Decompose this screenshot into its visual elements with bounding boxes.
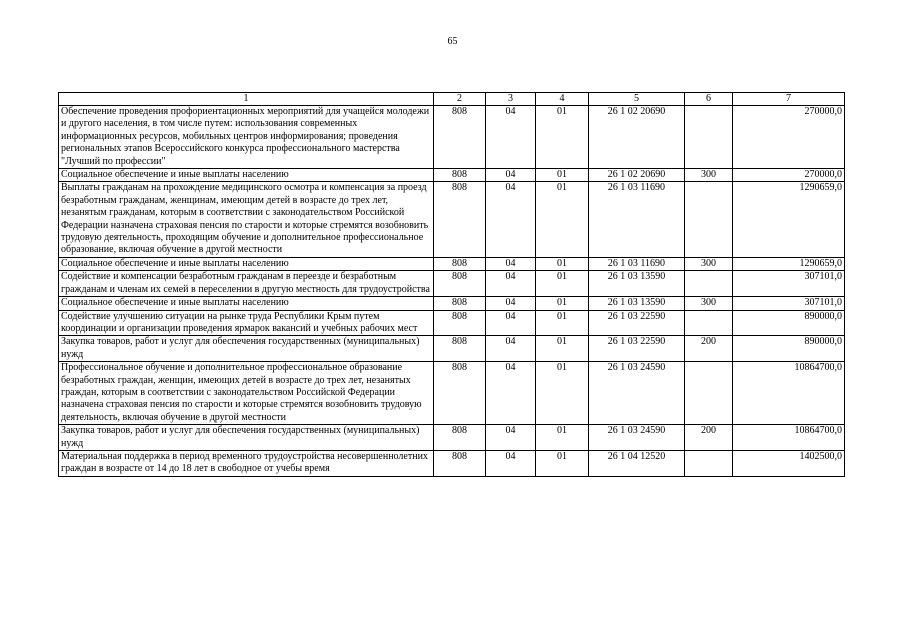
section-code-cell: 04 [486,310,536,336]
table-row [59,169,845,182]
table-row [59,362,845,425]
row-name-cell: Закупка товаров, работ и услуг для обеспечения государственных (муниципальных) нужд [59,425,434,451]
column-header: 1 [59,93,434,106]
target-article-cell: 26 1 03 11690 [589,257,685,270]
column-header: 5 [589,93,685,106]
amount-cell: 270000,0 [733,169,845,182]
row-name-cell: Выплаты гражданам на прохождение медицинского осмотра и компенсация за проезд безработным гражданам, женщинам, имеющим детей в возрасте до трех лет, незанятым гражданам, которым в соответствии с законодательством Российской Федерации назначена страховая пенсия по старости и которые стремятся возобновить трудовую деятельность, проходящим обучение и дополнительное профессиональное образование, включая обучение в другой местности [59,182,434,257]
target-article-cell: 26 1 03 24590 [589,362,685,425]
table-header-row [59,93,845,106]
page-number: 65 [447,36,458,47]
section-code-cell: 04 [486,271,536,297]
amount-cell: 1290659,0 [733,182,845,257]
expense-type-cell: 300 [685,169,733,182]
target-article-cell: 26 1 03 22590 [589,336,685,362]
row-name-cell: Обеспечение проведения профориентационных мероприятий для учащейся молодежи и другого населения, в том числе путем: использования современных информационных ресурсов, мобильных центров информирования; проведения региональных этапов Всероссийского конкурса профессионального мастерства "Лучший по профессии" [59,106,434,169]
amount-cell: 1290659,0 [733,257,845,270]
subsection-code-cell: 01 [536,425,589,451]
section-code-cell: 04 [486,106,536,169]
subsection-code-cell: 01 [536,310,589,336]
row-name-cell: Социальное обеспечение и иные выплаты населению [59,257,434,270]
ministry-code-cell: 808 [434,310,486,336]
table-row [59,182,845,257]
target-article-cell: 26 1 03 13590 [589,271,685,297]
subsection-code-cell: 01 [536,257,589,270]
column-header: 4 [536,93,589,106]
expense-type-cell [685,362,733,425]
section-code-cell: 04 [486,257,536,270]
ministry-code-cell: 808 [434,182,486,257]
ministry-code-cell: 808 [434,271,486,297]
row-name-cell: Содействие и компенсации безработным гражданам в переезде и безработным гражданам и членам их семей в переселении в другую местность для трудоустройства [59,271,434,297]
expense-type-cell: 300 [685,257,733,270]
row-name-cell: Профессиональное обучение и дополнительное профессиональное образование безработных граждан, женщин, имеющих детей в возрасте до трех лет, незанятых граждан, которым в соответствии с законодательством Российской Федерации назначена страховая пенсия по старости и которые стремятся возобновить трудовую деятельность, включая обучение в другой местности [59,362,434,425]
amount-cell: 890000,0 [733,336,845,362]
table-row [59,450,845,476]
target-article-cell: 26 1 04 12520 [589,450,685,476]
section-code-cell: 04 [486,336,536,362]
column-header: 6 [685,93,733,106]
ministry-code-cell: 808 [434,169,486,182]
table-row [59,310,845,336]
ministry-code-cell: 808 [434,450,486,476]
expense-type-cell [685,450,733,476]
subsection-code-cell: 01 [536,271,589,297]
table-row [59,106,845,169]
expense-type-cell: 200 [685,425,733,451]
expense-type-cell [685,310,733,336]
column-header: 7 [733,93,845,106]
table-row [59,271,845,297]
table-row [59,336,845,362]
column-header: 3 [486,93,536,106]
expense-type-cell [685,271,733,297]
ministry-code-cell: 808 [434,336,486,362]
amount-cell: 890000,0 [733,310,845,336]
subsection-code-cell: 01 [536,362,589,425]
section-code-cell: 04 [486,450,536,476]
subsection-code-cell: 01 [536,169,589,182]
subsection-code-cell: 01 [536,336,589,362]
ministry-code-cell: 808 [434,425,486,451]
amount-cell: 307101,0 [733,297,845,310]
target-article-cell: 26 1 03 13590 [589,297,685,310]
row-name-cell: Закупка товаров, работ и услуг для обеспечения государственных (муниципальных) нужд [59,336,434,362]
ministry-code-cell: 808 [434,362,486,425]
table-row [59,257,845,270]
subsection-code-cell: 01 [536,450,589,476]
amount-cell: 307101,0 [733,271,845,297]
target-article-cell: 26 1 02 20690 [589,106,685,169]
section-code-cell: 04 [486,297,536,310]
section-code-cell: 04 [486,182,536,257]
row-name-cell: Социальное обеспечение и иные выплаты населению [59,297,434,310]
section-code-cell: 04 [486,169,536,182]
table-row [59,297,845,310]
section-code-cell: 04 [486,362,536,425]
table-row [59,425,845,451]
column-header: 2 [434,93,486,106]
target-article-cell: 26 1 03 24590 [589,425,685,451]
expense-type-cell: 300 [685,297,733,310]
target-article-cell: 26 1 03 22590 [589,310,685,336]
section-code-cell: 04 [486,425,536,451]
subsection-code-cell: 01 [536,182,589,257]
row-name-cell: Содействие улучшению ситуации на рынке труда Республики Крым путем координации и организации проведения ярмарок вакансий и учебных рабочих мест [59,310,434,336]
amount-cell: 10864700,0 [733,425,845,451]
amount-cell: 10864700,0 [733,362,845,425]
expense-type-cell [685,182,733,257]
budget-table [58,92,845,477]
amount-cell: 270000,0 [733,106,845,169]
ministry-code-cell: 808 [434,106,486,169]
ministry-code-cell: 808 [434,257,486,270]
ministry-code-cell: 808 [434,297,486,310]
expense-type-cell [685,106,733,169]
row-name-cell: Материальная поддержка в период временного трудоустройства несовершеннолетних граждан в возрасте от 14 до 18 лет в свободное от учебы время [59,450,434,476]
target-article-cell: 26 1 03 11690 [589,182,685,257]
expense-type-cell: 200 [685,336,733,362]
row-name-cell: Социальное обеспечение и иные выплаты населению [59,169,434,182]
subsection-code-cell: 01 [536,106,589,169]
subsection-code-cell: 01 [536,297,589,310]
target-article-cell: 26 1 02 20690 [589,169,685,182]
amount-cell: 1402500,0 [733,450,845,476]
